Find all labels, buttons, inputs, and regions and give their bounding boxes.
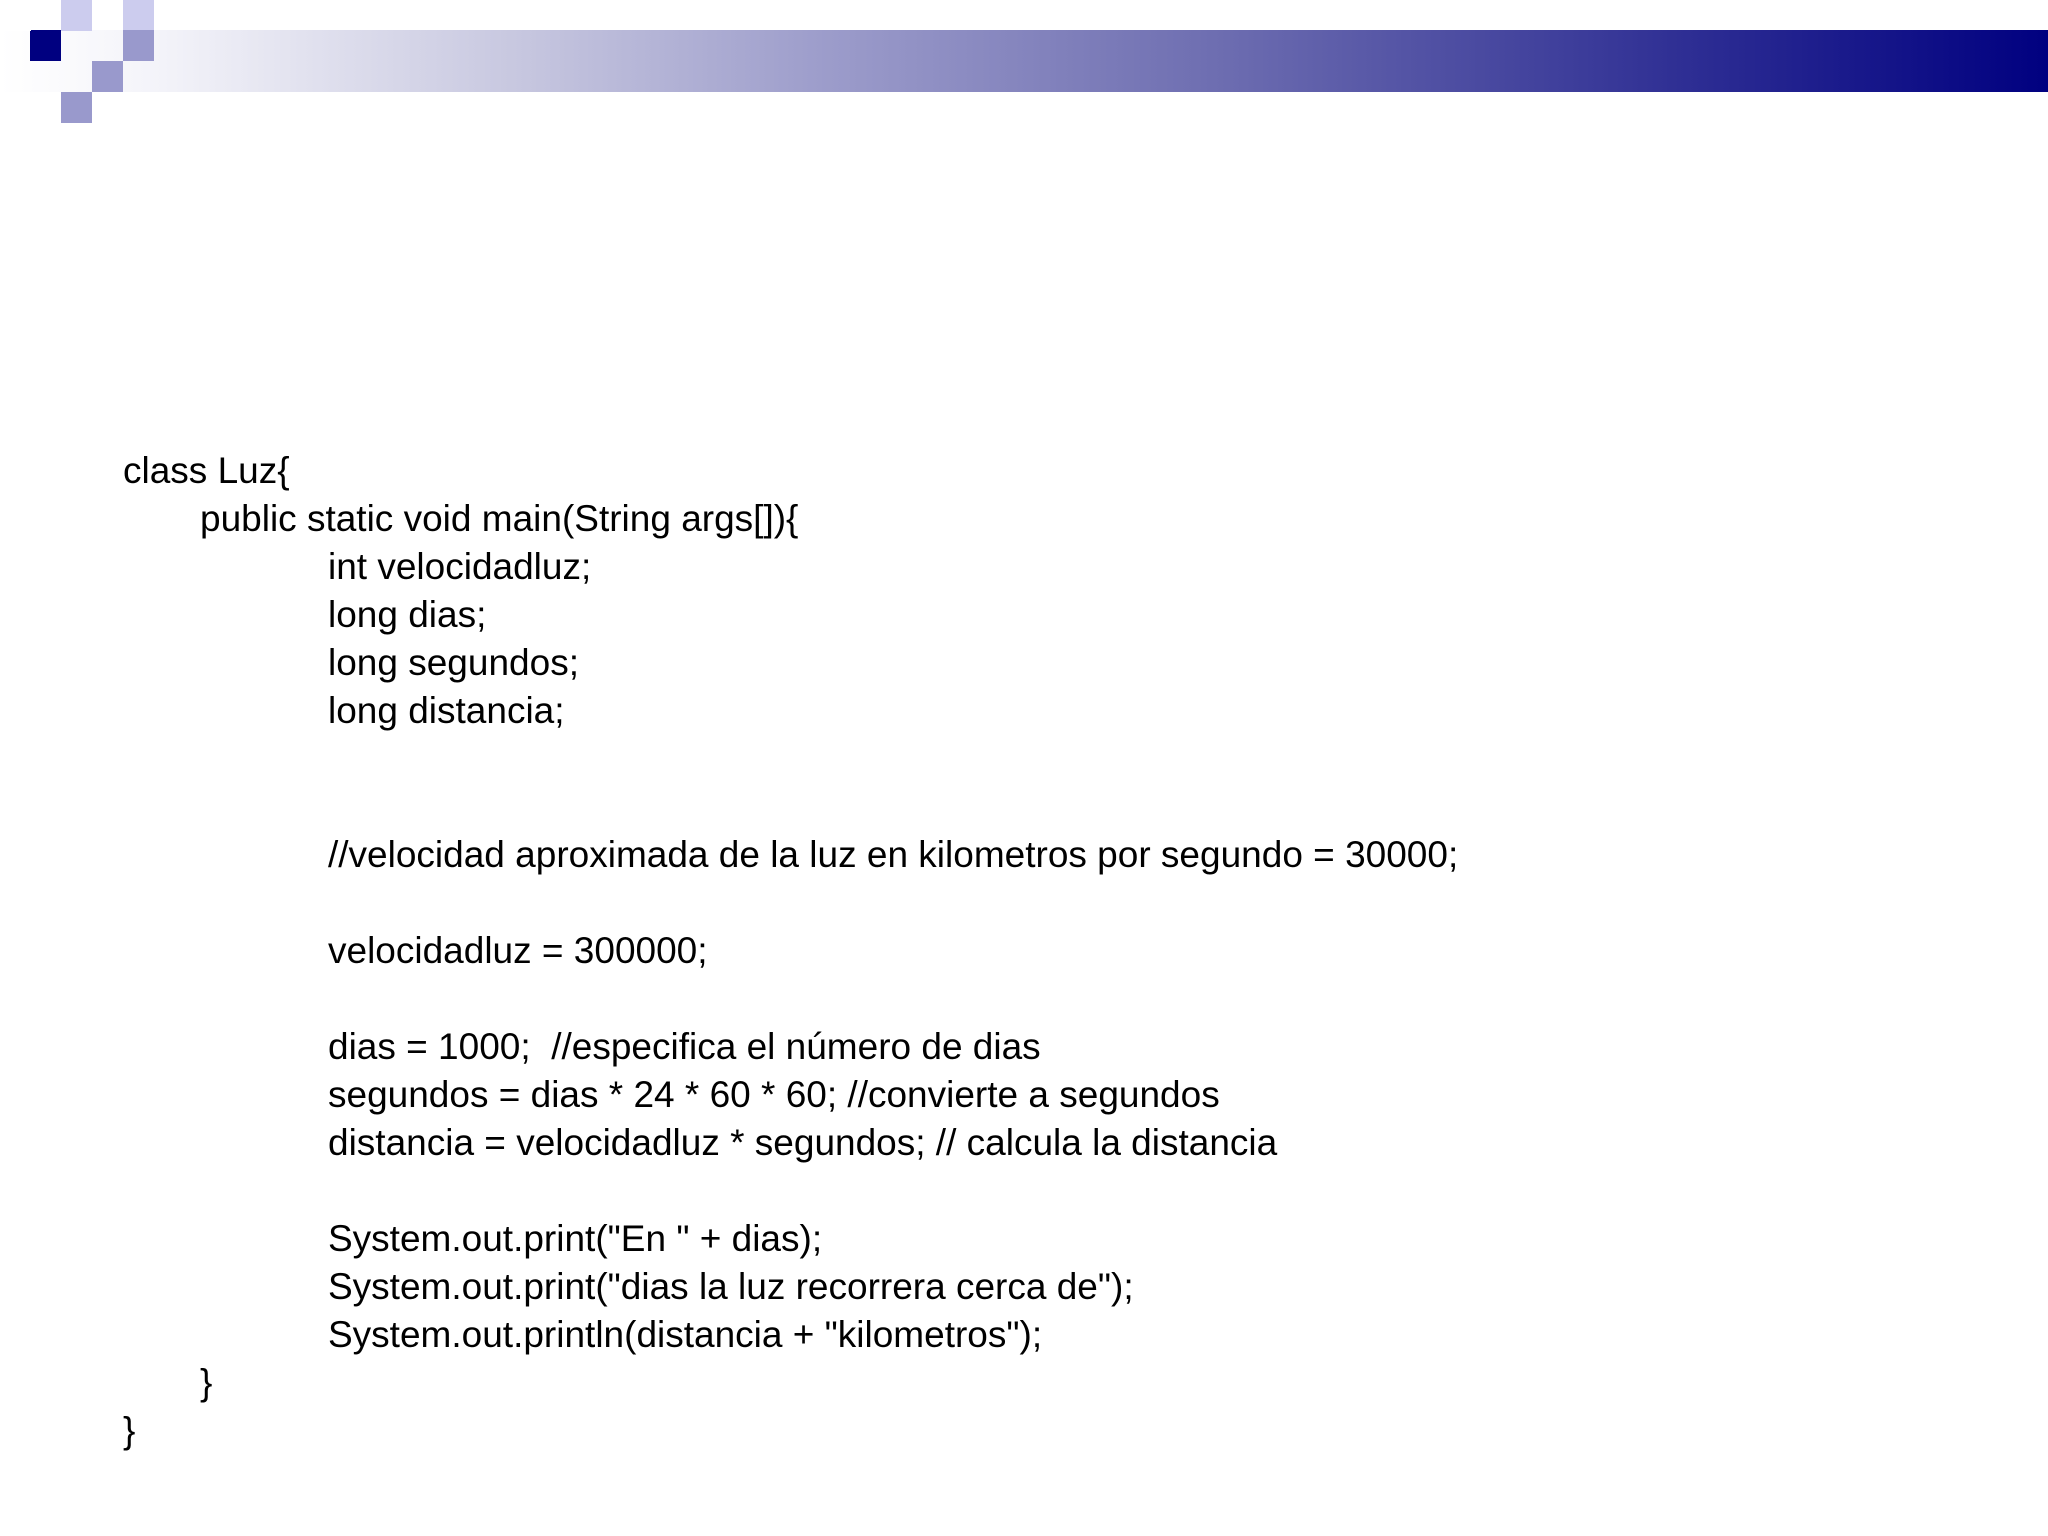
code-closing-brace: }	[200, 1362, 213, 1403]
code-line: long dias;	[328, 594, 487, 635]
code-closing-brace: }	[123, 1410, 136, 1451]
code-line: System.out.print("dias la luz recorrera cerca de");	[328, 1266, 1134, 1307]
code-line: dias = 1000; //especifica el número de dias	[328, 1026, 1041, 1067]
code-line: distancia = velocidadluz * segundos; // calcula la distancia	[328, 1122, 1278, 1163]
code-line: long distancia;	[328, 690, 565, 731]
code-line: public static void main(String args[]){	[200, 498, 799, 539]
code-line: System.out.println(distancia + "kilometros");	[328, 1314, 1043, 1355]
code-line: int velocidadluz;	[328, 546, 592, 587]
code-line: segundos = dias * 24 * 60 * 60; //convierte a segundos	[328, 1074, 1220, 1115]
code-line: System.out.print("En " + dias);	[328, 1218, 823, 1259]
code-line: velocidadluz = 300000;	[328, 930, 708, 971]
code-line: class Luz{	[123, 450, 290, 491]
code-comment: //velocidad aproximada de la luz en kilometros por segundo = 30000;	[328, 834, 1459, 875]
code-line: long segundos;	[328, 642, 579, 683]
